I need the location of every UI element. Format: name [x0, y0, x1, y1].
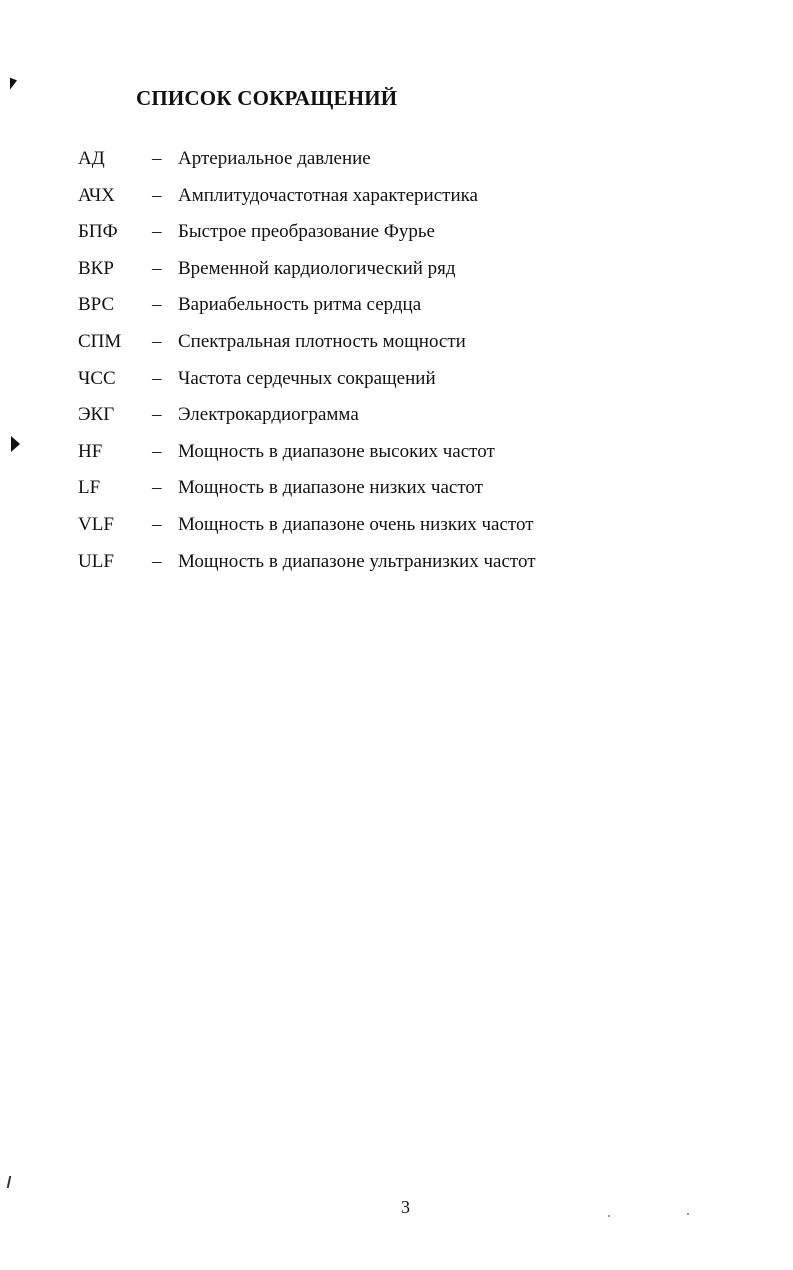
scan-margin-mark-icon	[10, 74, 17, 89]
abbreviation-term: ЭКГ	[78, 404, 115, 426]
abbreviation-dash: –	[152, 330, 162, 352]
abbreviation-term: HF	[78, 440, 103, 462]
abbreviation-definition: Быстрое преобразование Фурье	[178, 221, 435, 243]
abbreviation-definition: Мощность в диапазоне очень низких частот	[178, 513, 534, 535]
abbreviation-dash: –	[152, 294, 162, 316]
abbreviation-definition: Мощность в диапазоне ультранизких частот	[178, 550, 536, 572]
abbreviation-term: ЧСС	[78, 367, 116, 389]
abbreviation-term: АЧХ	[78, 184, 115, 206]
abbreviation-dash: –	[152, 184, 162, 206]
abbreviation-definition: Вариабельность ритма сердца	[178, 294, 422, 316]
abbreviation-dash: –	[152, 477, 162, 499]
abbreviation-definition: Спектральная плотность мощности	[178, 330, 466, 352]
scan-speck	[687, 1213, 689, 1215]
abbreviation-definition: Артериальное давление	[178, 148, 371, 169]
scan-margin-arrow-icon	[11, 436, 20, 452]
page-number: 3	[401, 1197, 410, 1217]
abbreviation-term: БПФ	[78, 221, 118, 243]
scan-margin-stroke-icon	[7, 1176, 12, 1188]
abbreviation-dash: –	[152, 404, 162, 426]
page-title: СПИСОК СОКРАЩЕНИЙ	[136, 86, 398, 110]
abbreviation-term: VLF	[78, 513, 114, 535]
abbreviation-definition: Электрокардиограмма	[178, 404, 359, 426]
abbreviation-term: ВРС	[78, 294, 115, 316]
abbreviation-definition: Мощность в диапазоне высоких частот	[178, 440, 495, 462]
abbreviation-dash: –	[152, 367, 162, 389]
abbreviation-dash: –	[152, 257, 162, 279]
abbreviation-definition: Временной кардиологический ряд	[178, 257, 456, 279]
abbreviation-dash: –	[152, 550, 162, 572]
abbreviation-term: ВКР	[78, 257, 114, 279]
abbreviation-definition: Мощность в диапазоне низких частот	[178, 477, 483, 499]
abbreviation-term: СПМ	[78, 330, 122, 352]
abbreviation-definition: Амплитудочастотная характеристика	[178, 184, 478, 206]
abbreviation-dash: –	[152, 440, 162, 462]
scan-speck	[608, 1215, 610, 1217]
abbreviation-term: ULF	[78, 550, 114, 572]
abbreviation-dash: –	[152, 513, 162, 535]
abbreviation-dash: –	[152, 148, 162, 169]
abbreviation-definition: Частота сердечных сокращений	[178, 367, 436, 389]
abbreviation-term: АД	[78, 148, 105, 169]
abbreviation-term: LF	[78, 477, 101, 499]
abbreviation-dash: –	[152, 221, 162, 243]
